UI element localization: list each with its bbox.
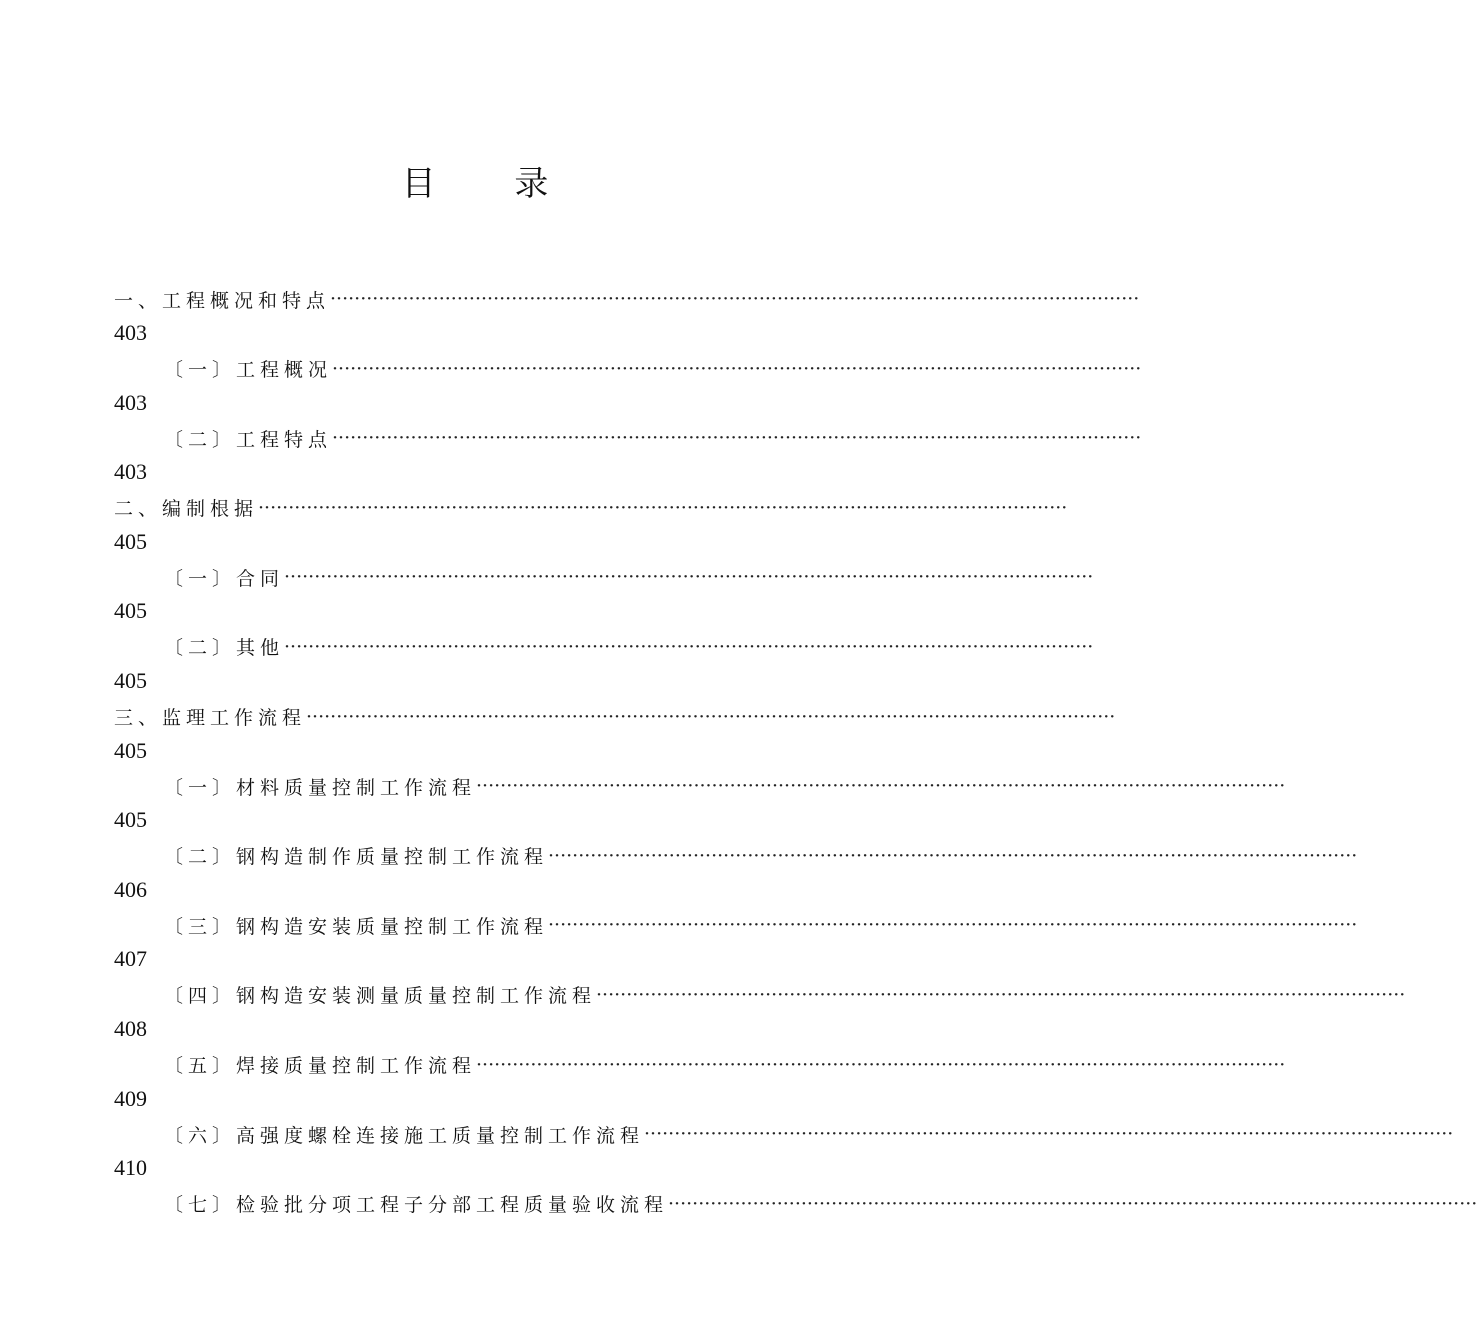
toc-entry-label: 一、工程概况和特点 — [114, 289, 331, 312]
toc-entry-page: 405 — [114, 528, 147, 554]
toc-entry-page: 405 — [114, 737, 147, 763]
toc-entry-label: 〔五〕焊接质量控制工作流程 — [164, 1055, 477, 1078]
toc-entry-label: 〔二〕钢构造制作质量控制工作流程 — [164, 846, 549, 869]
toc-leader-dots: ······································································································································ — [476, 1053, 1286, 1076]
toc-leader-dots: ······································································································································ — [644, 1123, 1454, 1146]
toc-entry-3[interactable] — [114, 698, 1116, 768]
toc-entry-page: 408 — [114, 1015, 147, 1041]
toc-entry-label: 〔七〕检验批分项工程子分部工程质量验收流程 — [164, 1194, 669, 1217]
toc-entry-1-2[interactable] — [114, 419, 1142, 489]
toc-entry-page: 403 — [114, 389, 147, 415]
page-title: 目 录 — [401, 164, 583, 204]
toc-entry-page: 407 — [114, 946, 147, 972]
toc-entry-3-7[interactable] — [114, 1185, 1477, 1255]
toc-entry-page: 403 — [114, 459, 147, 485]
toc-entry-label: 二、编制根据 — [114, 498, 259, 521]
toc-entry-1-1[interactable] — [114, 350, 1142, 420]
toc-entry-page: 405 — [114, 598, 147, 624]
toc-entry-3-3[interactable] — [114, 906, 1358, 976]
toc-entry-label: 〔一〕材料质量控制工作流程 — [164, 776, 477, 799]
toc-entry-3-6[interactable] — [114, 1115, 1454, 1185]
toc-entry-3-4[interactable] — [114, 976, 1406, 1046]
table-of-contents — [114, 280, 1477, 1254]
toc-entry-3-1[interactable] — [114, 767, 1286, 837]
toc-entry-label: 〔一〕工程概况 — [164, 359, 333, 382]
toc-leader-dots: ······································································································································ — [332, 427, 1142, 450]
toc-leader-dots: ······································································································································ — [596, 983, 1406, 1006]
toc-entry-page: 405 — [114, 807, 147, 833]
toc-entry-label: 〔六〕高强度螺栓连接施工质量控制工作流程 — [164, 1124, 645, 1147]
toc-entry-page: 410 — [114, 1155, 147, 1181]
toc-entry-label: 三、监理工作流程 — [114, 707, 307, 730]
toc-leader-dots: ······································································································································ — [306, 705, 1116, 728]
toc-leader-dots: ······································································································································ — [284, 566, 1094, 589]
toc-leader-dots: ······································································································································ — [476, 775, 1286, 798]
toc-entry-2-1[interactable] — [114, 558, 1094, 628]
toc-entry-page: 403 — [114, 320, 147, 345]
toc-leader-dots: ······································································································································ — [548, 914, 1358, 937]
toc-entry-page: 405 — [114, 667, 147, 693]
toc-leader-dots: ······································································································································ — [668, 1192, 1477, 1215]
toc-leader-dots: ······································································································································ — [332, 357, 1142, 380]
toc-leader-dots: ······································································································································ — [284, 635, 1094, 658]
toc-entry-page: 406 — [114, 876, 147, 902]
toc-entry-3-5[interactable] — [114, 1046, 1286, 1116]
toc-entry-2-2[interactable] — [114, 628, 1094, 698]
toc-entry-label: 〔二〕工程特点 — [164, 428, 333, 451]
toc-leader-dots: ······································································································································ — [330, 288, 1140, 310]
toc-leader-dots: ······································································································································ — [548, 844, 1358, 867]
toc-entry-label: 〔二〕其他 — [164, 637, 285, 660]
toc-entry-label: 〔一〕合同 — [164, 567, 285, 590]
toc-entry-1[interactable] — [114, 280, 1140, 350]
toc-entry-label: 〔四〕钢构造安装测量质量控制工作流程 — [164, 985, 597, 1008]
toc-entry-page: 409 — [114, 1085, 147, 1111]
toc-entry-3-2[interactable] — [114, 837, 1358, 907]
toc-entry-label: 〔三〕钢构造安装质量控制工作流程 — [164, 915, 549, 938]
toc-leader-dots: ······································································································································ — [258, 496, 1068, 519]
toc-entry-2[interactable] — [114, 489, 1068, 559]
